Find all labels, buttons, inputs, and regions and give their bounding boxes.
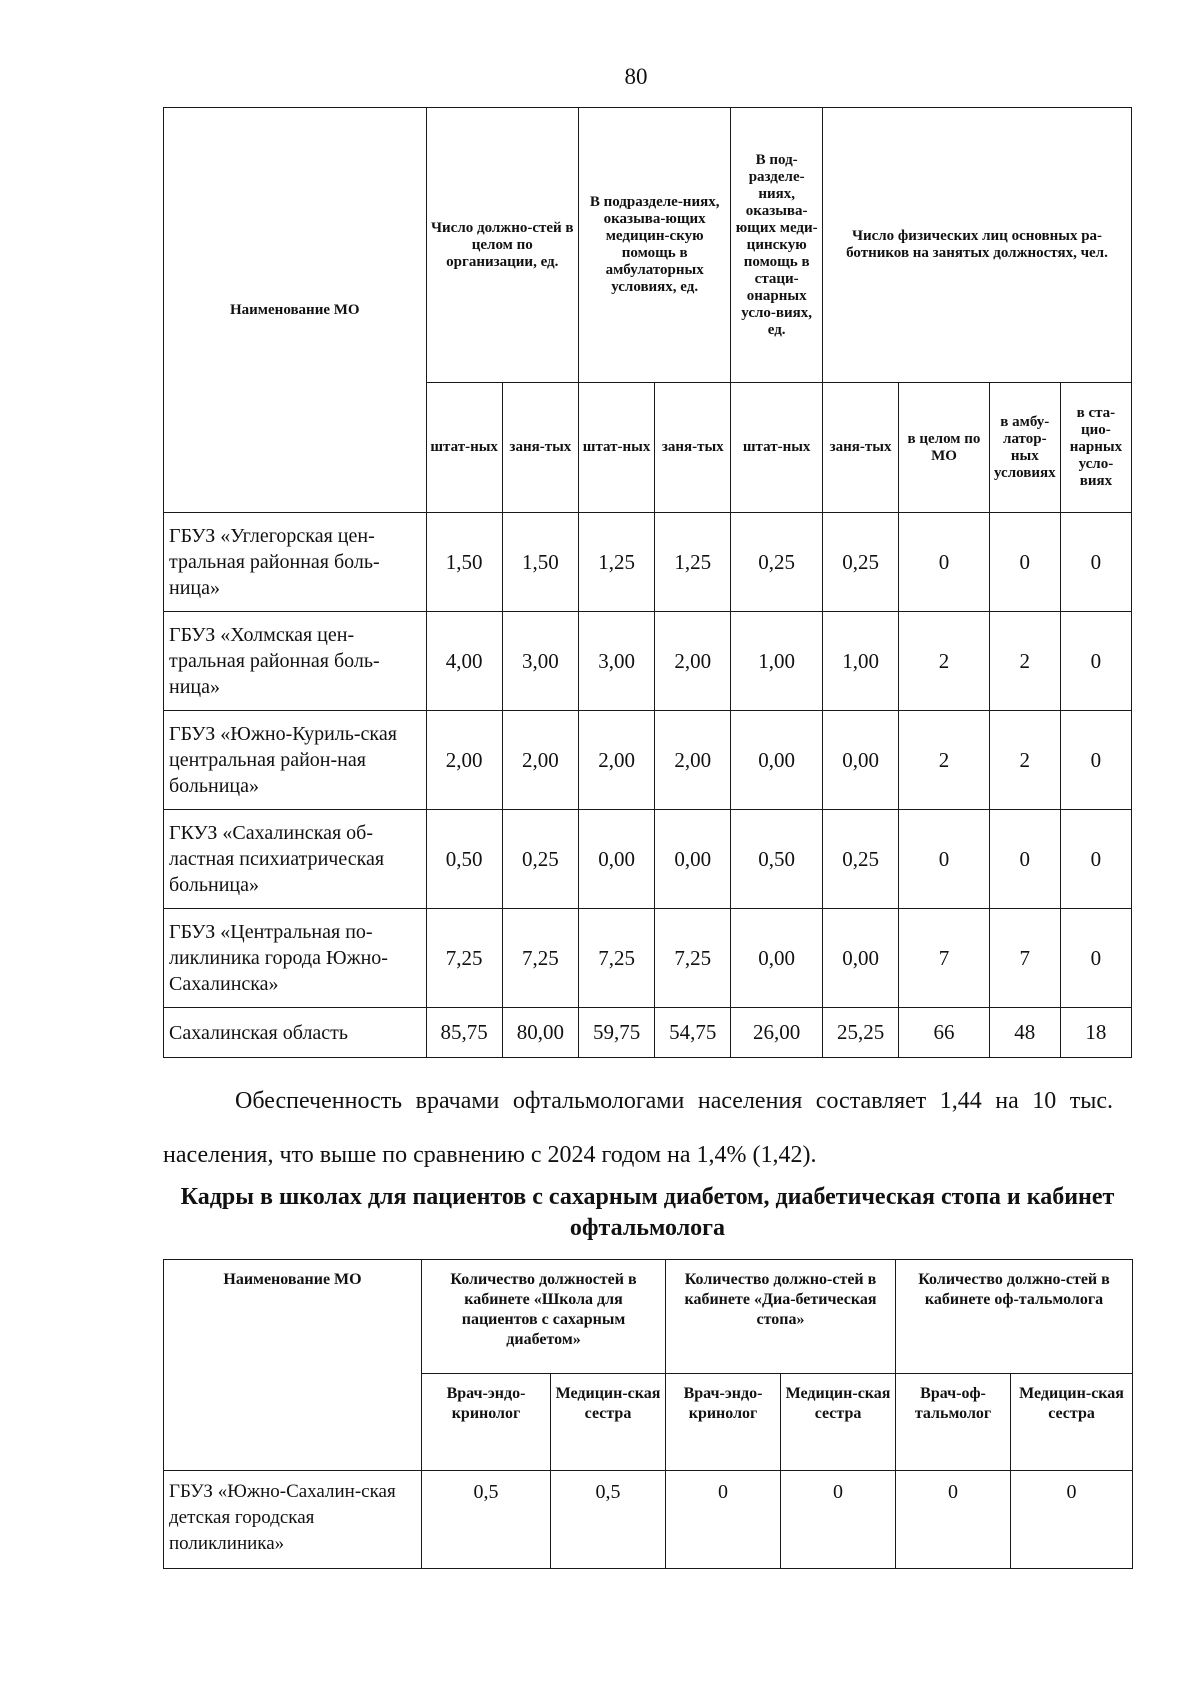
- row-name: ГБУЗ «Южно-Сахалин-ская детская городская поликлиника»: [164, 1471, 422, 1569]
- cell: 48: [989, 1008, 1060, 1058]
- body-paragraph: [163, 1074, 1113, 1182]
- cell: 1,25: [655, 513, 731, 612]
- cell: 2: [989, 711, 1060, 810]
- row-name: ГБУЗ «Холмская цен-тральная районная боль-ница»: [164, 612, 427, 711]
- cell: 2,00: [655, 711, 731, 810]
- subheader: Медицин-ская сестра: [781, 1374, 896, 1471]
- cell: 1,00: [822, 612, 898, 711]
- row-name: Сахалинская область: [164, 1008, 427, 1058]
- cell: 4,00: [426, 612, 502, 711]
- cell: 0: [899, 513, 990, 612]
- row-name: ГКУЗ «Сахалинская об-ластная психиатрическая больница»: [164, 810, 427, 909]
- cell: 0: [989, 810, 1060, 909]
- subheader: штат-ных: [731, 383, 823, 513]
- cell: 2,00: [578, 711, 654, 810]
- cell: 0,5: [422, 1471, 551, 1569]
- table-row: [164, 909, 1132, 1008]
- subheader: в целом по МО: [899, 383, 990, 513]
- cell: 3,00: [578, 612, 654, 711]
- cell: 7,25: [578, 909, 654, 1008]
- header-name: Наименование МО: [164, 108, 427, 513]
- subheader: штат-ных: [578, 383, 654, 513]
- subheader: в амбу-латор-ных условиях: [989, 383, 1060, 513]
- subheader: заня-тых: [502, 383, 578, 513]
- cell: 18: [1060, 1008, 1131, 1058]
- cell: 2,00: [655, 612, 731, 711]
- table-row: [164, 711, 1132, 810]
- cell: 66: [899, 1008, 990, 1058]
- cell: 0: [899, 810, 990, 909]
- cell: 59,75: [578, 1008, 654, 1058]
- header-group-inpatient: В под-разделе-ниях, оказыва-ющих меди-цинскую помощь в стаци-онарных усло-виях, ед.: [731, 108, 823, 383]
- cell: 85,75: [426, 1008, 502, 1058]
- cell: 0,00: [731, 711, 823, 810]
- school-staff-table: [163, 1259, 1133, 1569]
- cell: 0,25: [822, 513, 898, 612]
- cell: 7: [989, 909, 1060, 1008]
- cell: 0: [1060, 612, 1131, 711]
- row-name: ГБУЗ «Южно-Куриль-ская центральная район-ная больница»: [164, 711, 427, 810]
- section-title: Кадры в школах для пациентов с сахарным диабетом, диабетическая стопа и кабинет офтальмолога: [180, 1184, 1115, 1241]
- cell: 0: [1011, 1471, 1133, 1569]
- cell: 1,50: [502, 513, 578, 612]
- cell: 2,00: [426, 711, 502, 810]
- cell: 0,00: [822, 711, 898, 810]
- header-group-ophthalmologist: Количество должно-стей в кабинете оф-тальмолога: [896, 1260, 1133, 1374]
- cell: 2: [989, 612, 1060, 711]
- total-row: [164, 1008, 1132, 1058]
- table-row: [164, 1471, 1133, 1569]
- cell: 2: [899, 612, 990, 711]
- page-number: 80: [624, 64, 648, 89]
- cell: 0: [989, 513, 1060, 612]
- cell: 2,00: [502, 711, 578, 810]
- subheader: Врач-эндо-кринолог: [422, 1374, 551, 1471]
- subheader: Врач-оф-тальмолог: [896, 1374, 1011, 1471]
- header-group-total-positions: Число должно-стей в целом по организации, ед.: [426, 108, 578, 383]
- cell: 0: [1060, 909, 1131, 1008]
- cell: 0: [1060, 810, 1131, 909]
- cell: 0,5: [551, 1471, 666, 1569]
- cell: 0,00: [731, 909, 823, 1008]
- staffing-table: [163, 107, 1132, 1058]
- cell: 7,25: [502, 909, 578, 1008]
- cell: 0,25: [731, 513, 823, 612]
- cell: 54,75: [655, 1008, 731, 1058]
- cell: 26,00: [731, 1008, 823, 1058]
- cell: 80,00: [502, 1008, 578, 1058]
- cell: 0,25: [502, 810, 578, 909]
- cell: 0: [1060, 711, 1131, 810]
- subheader: Медицин-ская сестра: [1011, 1374, 1133, 1471]
- header-group-diabetic-foot: Количество должно-стей в кабинете «Диа-бетическая стопа»: [666, 1260, 896, 1374]
- subheader: Врач-эндо-кринолог: [666, 1374, 781, 1471]
- cell: 0,00: [578, 810, 654, 909]
- cell: 0,00: [655, 810, 731, 909]
- cell: 7: [899, 909, 990, 1008]
- subheader: заня-тых: [822, 383, 898, 513]
- cell: 3,00: [502, 612, 578, 711]
- paragraph-text: Обеспеченность врачами офтальмологами населения составляет 1,44 на 10 тыс. населения, что выше по сравнению с 2024 годом на 1,4% (1,42).: [163, 1088, 1113, 1168]
- header-group-diabetes-school: Количество должностей в кабинете «Школа для пациентов с сахарным диабетом»: [422, 1260, 666, 1374]
- cell: 25,25: [822, 1008, 898, 1058]
- cell: 1,25: [578, 513, 654, 612]
- cell: 7,25: [426, 909, 502, 1008]
- subheader: Медицин-ская сестра: [551, 1374, 666, 1471]
- cell: 2: [899, 711, 990, 810]
- cell: 0,50: [731, 810, 823, 909]
- subheader: в ста-цио-нарных усло-виях: [1060, 383, 1131, 513]
- cell: 0: [896, 1471, 1011, 1569]
- cell: 0: [781, 1471, 896, 1569]
- cell: 7,25: [655, 909, 731, 1008]
- header-group-ambulatory: В подразделе-ниях, оказыва-ющих медицин-скую помощь в амбулаторных условиях, ед.: [578, 108, 730, 383]
- subheader: штат-ных: [426, 383, 502, 513]
- table-row: [164, 810, 1132, 909]
- cell: 0: [666, 1471, 781, 1569]
- cell: 0,50: [426, 810, 502, 909]
- row-name: ГБУЗ «Углегорская цен-тральная районная боль-ница»: [164, 513, 427, 612]
- table-row: [164, 612, 1132, 711]
- header-name: Наименование МО: [164, 1260, 422, 1471]
- cell: 0,25: [822, 810, 898, 909]
- cell: 0,00: [822, 909, 898, 1008]
- row-name: ГБУЗ «Центральная по-ликлиника города Южно-Сахалинска»: [164, 909, 427, 1008]
- cell: 1,00: [731, 612, 823, 711]
- header-group-persons: Число физических лиц основных ра-ботников на занятых должностях, чел.: [822, 108, 1131, 383]
- cell: 0: [1060, 513, 1131, 612]
- table-row: [164, 513, 1132, 612]
- cell: 1,50: [426, 513, 502, 612]
- subheader: заня-тых: [655, 383, 731, 513]
